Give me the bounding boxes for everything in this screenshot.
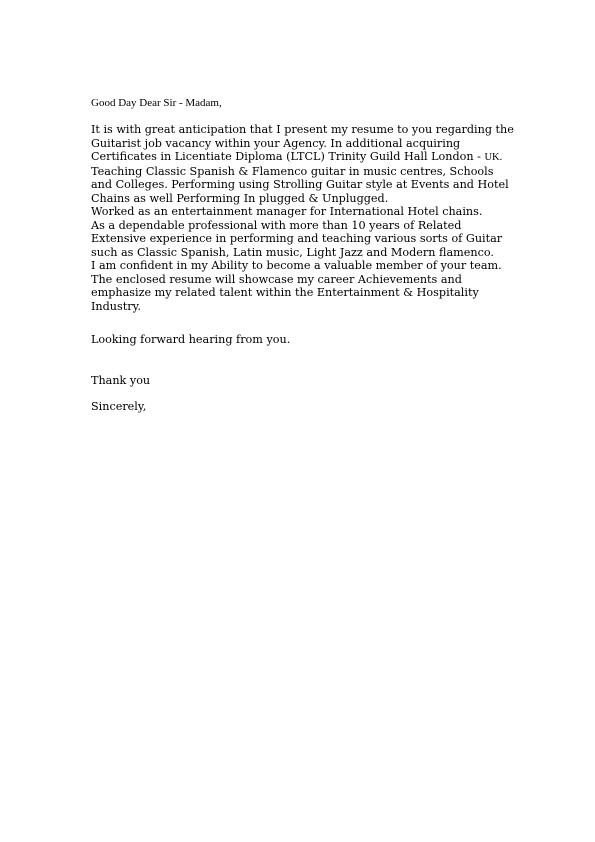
body-line (91, 150, 514, 165)
body-line: Worked as an entertainment manager for International Hotel chains. (91, 205, 483, 218)
body-line: Chains as well Performing In plugged & Unplugged. (91, 191, 389, 205)
salutation: Good Day Dear Sir - Madam, (91, 97, 222, 109)
thank-you-line: Thank you (91, 374, 151, 387)
country-abbreviation: UK. (484, 152, 503, 163)
body-line: and Colleges. Performing using Strolling Guitar style at Events and Hotel (91, 178, 509, 191)
body-line: It is with great anticipation that I present my resume to you regarding the (91, 123, 514, 136)
body-line: I am confident in my Ability to become a valuable member of your team. (91, 259, 502, 272)
sign-off: Sincerely, (91, 400, 147, 413)
body-line: As a dependable professional with more than 10 years of Related (91, 218, 462, 232)
body-line-text: Certificates in Licentiate Diploma (LTCL) Trinity Guild Hall London - (91, 150, 485, 163)
body-line: The enclosed resume will showcase my career Achievements and (91, 272, 462, 286)
body-line: such as Classic Spanish, Latin music, Light Jazz and Modern flamenco. (91, 245, 494, 259)
body-line: Teaching Classic Spanish & Flamenco guitar in music centres, Schools (91, 164, 494, 178)
body-line: emphasize my related talent within the Entertainment & Hospitality (91, 286, 479, 299)
letter-body (91, 123, 514, 313)
body-line: Extensive experience in performing and teaching various sorts of Guitar (91, 232, 503, 245)
body-line: Guitarist job vacancy within your Agency. In additional acquiring (91, 136, 461, 150)
body-line: Industry. (91, 299, 141, 313)
looking-forward-line: Looking forward hearing from you. (91, 333, 291, 346)
